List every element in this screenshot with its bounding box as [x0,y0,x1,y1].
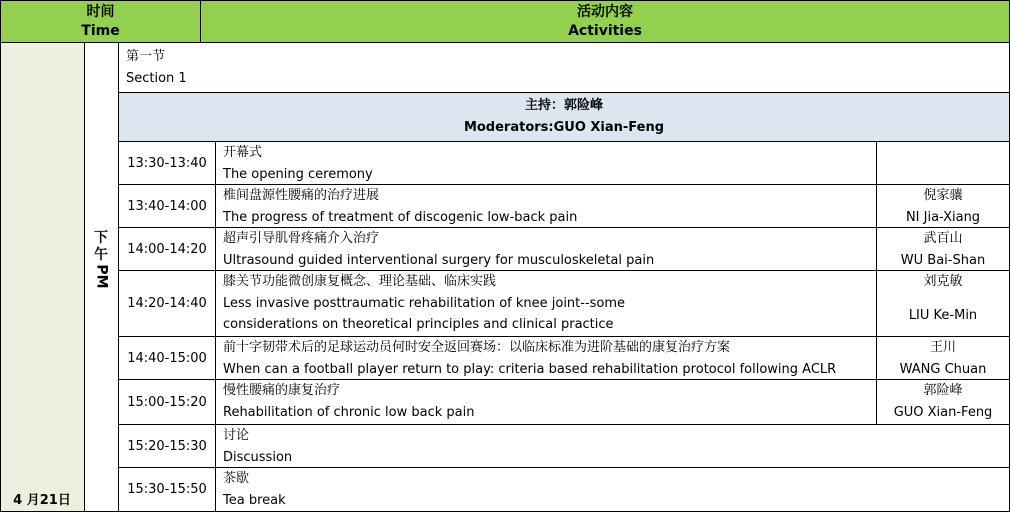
title-en: Rehabilitation of chronic low back pain [223,404,475,420]
session-time: 13:40-14:00 [118,184,216,228]
title-zh: 前十字韧带术后的足球运动员何时安全返回赛场：以临床标准为进阶基础的康复治疗方案 [223,340,731,355]
session-title [215,379,877,425]
speaker-en: WU Bai-Shan [900,252,986,268]
date-label: 4 月21日 [13,493,71,508]
session-speaker [876,379,1010,425]
title-en: When can a football player return to play: criteria based rehabilitation protocol following ACLR [223,361,837,377]
period-label [84,230,118,289]
session-speaker [876,336,1010,380]
title-zh: 膝关节功能微创康复概念、理论基础、临床实践 [223,274,497,289]
section-row [118,42,1010,93]
time-header-en: Time [81,22,120,39]
speaker-en: GUO Xian-Feng [893,404,993,420]
session-title [215,336,877,380]
title-zh: 讨论 [223,428,250,443]
activities-header [200,0,1010,43]
title-zh: 慢性腰痛的康复治疗 [223,383,341,398]
title-zh: 椎间盘源性腰痛的治疗进展 [223,188,380,203]
session-speaker [876,227,1010,271]
title-en: The opening ceremony [223,166,373,182]
session-speaker [876,270,1010,337]
title-en: The progress of treatment of discogenic low-back pain [223,209,578,225]
speaker-zh: 刘克敏 [923,274,963,289]
date-column [0,42,85,512]
speaker-zh: 武百山 [923,231,963,246]
session-time: 14:40-15:00 [118,336,216,380]
session-time: 15:00-15:20 [118,379,216,425]
session-title [215,270,877,337]
speaker-en: LIU Ke-Min [908,307,978,323]
session-time: 15:20-15:30 [118,424,216,468]
session-title [215,184,877,228]
title-zh: 超声引导肌骨疼痛介入治疗 [223,231,380,246]
time-header-zh: 时间 [86,3,115,20]
title-en: Ultrasound guided interventional surgery for musculoskeletal pain [223,252,655,268]
speaker-zh: 王川 [929,340,956,355]
time-header [0,0,201,43]
section-en: Section 1 [126,70,187,86]
moderator-en: Moderators:GUO Xian-Feng [463,120,665,135]
session-time: 15:30-15:50 [118,467,216,512]
session-speaker [876,184,1010,228]
section-zh: 第一节 [126,49,166,64]
session-speaker [876,141,1010,185]
session-time: 13:30-13:40 [118,141,216,185]
moderator-zh: 主持：郭险峰 [524,98,603,113]
title-zh: 开幕式 [223,145,263,160]
title-en: Less invasive posttraumatic rehabilitation of knee joint--some [223,295,626,311]
title-en: Discussion [223,449,293,465]
speaker-en: NI Jia-Xiang [905,209,981,225]
activities-header-en: Activities [568,22,642,39]
session-title [215,227,877,271]
speaker-zh: 倪家骧 [923,188,963,203]
period-en: PM [93,264,110,289]
activities-header-zh: 活动内容 [577,3,633,20]
title-en: Tea break [223,492,286,508]
moderator-row [118,92,1010,142]
speaker-en: WANG Chuan [899,361,987,377]
title-zh: 茶歇 [223,471,250,486]
session-title [215,141,877,185]
session-title [215,424,1010,468]
period-zh-2: 午 [94,247,108,263]
period-zh-1: 下 [94,230,108,246]
session-time: 14:00-14:20 [118,227,216,271]
speaker-zh: 郭险峰 [923,383,963,398]
session-time: 14:20-14:40 [118,270,216,337]
session-title [215,467,1010,512]
title-en-line2: considerations on theoretical principles and clinical practice [223,317,614,332]
